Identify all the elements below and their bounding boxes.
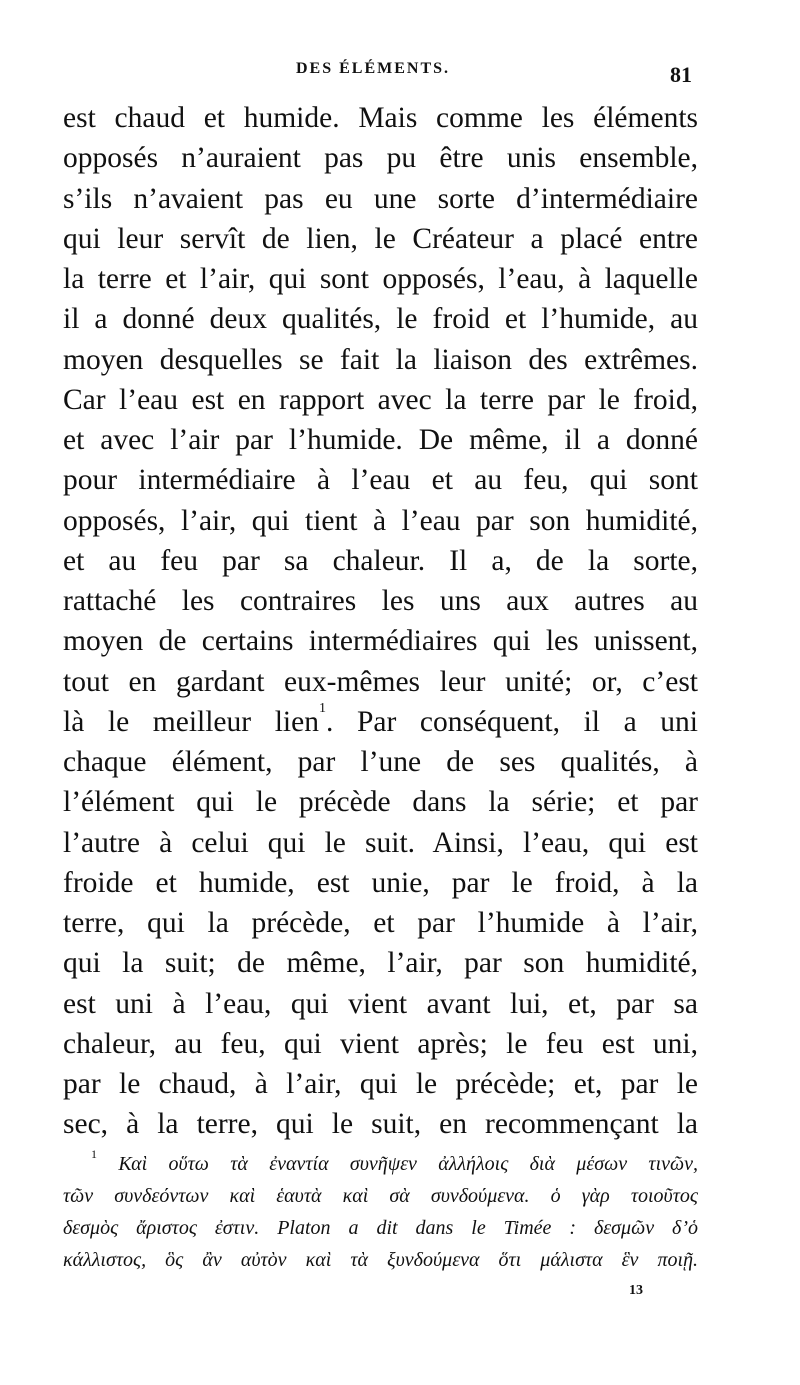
text-line: moyen de certains intermédiaires qui les unissent, — [63, 625, 698, 658]
text-line: et au feu par sa chaleur. Il a, de la sorte, — [63, 544, 698, 577]
text-line: opposés n’auraient pas pu être unis ensemble, — [63, 142, 698, 175]
text-line: s’ils n’avaient pas eu une sorte d’intermédiaire — [63, 182, 698, 215]
text-line: moyen desquelles se fait la liaison des extrêmes. — [63, 343, 698, 376]
text-line: rattaché les contraires les uns aux autres au — [63, 585, 698, 617]
running-title: DES ÉLÉMENTS. — [296, 60, 451, 77]
footnote-marker: 1 — [91, 1147, 97, 1161]
text-line: il a donné deux qualités, le froid et l’humide, au — [63, 303, 698, 336]
text-line: sec, à la terre, qui le suit, en recommençant la — [63, 1108, 698, 1141]
text-segment: . Par conséquent, il a uni — [325, 705, 698, 738]
text-line: par le chaud, à l’air, qui le précède; et, par le — [63, 1068, 698, 1100]
text-line: l’autre à celui qui le suit. Ainsi, l’eau, qui est — [63, 826, 698, 859]
footnote — [63, 1148, 698, 1276]
text-line: tout en gardant eux-mêmes leur unité; or, c’est — [63, 665, 698, 698]
footnote-text: Καὶ οὕτω τὰ ἐναντία συνῆψεν ἀλλήλοις διὰ μέσων τινῶν, — [118, 1153, 698, 1175]
text-segment: là le meilleur lien — [63, 705, 319, 738]
text-line: froide et humide, est unie, par le froid, à la — [63, 866, 698, 899]
text-line: terre, qui la précède, et par l’humide à l’air, — [63, 907, 698, 939]
text-line: est uni à l’eau, qui vient avant lui, et, par sa — [63, 987, 698, 1020]
text-line: l’élément qui le précède dans la série; et par — [63, 786, 698, 819]
page-number: 81 — [670, 62, 692, 87]
running-head — [0, 60, 800, 86]
text-line: Car l’eau est en rapport avec la terre par le froid, — [63, 383, 698, 416]
text-line: opposés, l’air, qui tient à l’eau par son humidité, — [63, 504, 698, 537]
text-line: la terre et l’air, qui sont opposés, l’eau, à laquelle — [63, 263, 698, 295]
text-line: chaleur, au feu, qui vient après; le feu est uni, — [63, 1027, 698, 1060]
text-line: pour intermédiaire à l’eau et au feu, qui sont — [63, 464, 698, 497]
text-line-with-note — [63, 702, 698, 742]
text-line: qui la suit; de même, l’air, par son humidité, — [63, 947, 698, 980]
text-line: et avec l’air par l’humide. De même, il a donné — [63, 424, 698, 456]
footnote-line — [63, 1148, 698, 1180]
body-text — [63, 98, 698, 1145]
footnote-line: δεσμὸς ἄριστος ἐστιν. Platon a dit dans le Timée : δεσμῶν δ’ὁ — [63, 1217, 698, 1239]
footnote-line: κάλλιστος, ὃς ἂν αὐτὸν καὶ τὰ ξυνδούμενα ὅτι μάλιστα ἓν ποιῇ. — [63, 1249, 698, 1271]
text-line: chaque élément, par l’une de ses qualités, à — [63, 746, 698, 778]
text-line: qui leur servît de lien, le Créateur a placé entre — [63, 222, 698, 255]
footnote-reference: 1 — [318, 700, 326, 716]
footnote-line: τῶν συνδεόντων καὶ ἑαυτὰ καὶ σὰ συνδούμενα. ὁ γὰρ τοιοῦτος — [63, 1185, 698, 1207]
text-line: est chaud et humide. Mais comme les éléments — [63, 102, 698, 134]
signature-mark: 13 — [629, 1283, 643, 1298]
